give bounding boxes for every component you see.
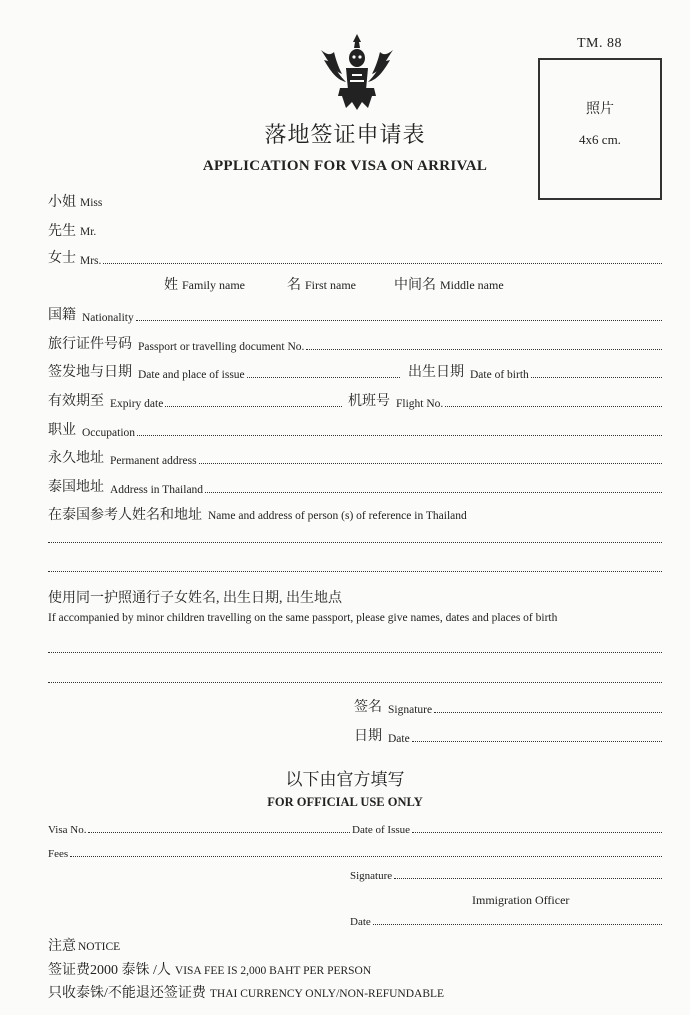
expiry-date-field[interactable]: 有效期至 Expiry date [48, 390, 342, 410]
first-name-header: 名 First name [287, 278, 356, 293]
official-use-title-english: FOR OFFICIAL USE ONLY [267, 795, 423, 809]
family-name-header: 姓 Family name [164, 278, 245, 293]
photo-label: 照片 [586, 102, 614, 117]
nationality-field[interactable]: 国籍 Nationality [48, 304, 662, 324]
applicant-signature-field[interactable]: 签名 Signature [354, 696, 662, 716]
reference-person-label: 在泰国参考人姓名和地址 Name and address of person (s) of reference in Thailand [48, 508, 467, 523]
title-mrs-field[interactable]: 女士 Mrs. [48, 247, 662, 267]
children-line-2[interactable] [48, 682, 662, 683]
immigration-officer-label: Immigration Officer [472, 893, 570, 907]
address-in-thailand-field[interactable]: 泰国地址 Address in Thailand [48, 476, 662, 496]
notice-currency: 只收泰铢/不能退还签证费 THAI CURRENCY ONLY/NON-REFUNDABLE [48, 986, 445, 1001]
occupation-field[interactable]: 职业 Occupation [48, 419, 662, 439]
issue-date-place-field[interactable]: 签发地与日期 Date and place of issue [48, 361, 400, 381]
officer-date-field[interactable]: Date [350, 916, 662, 928]
children-label-chinese: 使用同一护照通行子女姓名, 出生日期, 出生地点 [48, 591, 342, 606]
date-of-issue-field[interactable]: Date of Issue [352, 824, 662, 836]
date-of-birth-field[interactable]: 出生日期 Date of birth [408, 361, 662, 381]
notice-visa-fee: 签证费2000 泰铢 /人 VISA FEE IS 2,000 BAHT PER PERSON [48, 963, 372, 978]
title-mr[interactable]: 先生 Mr. [48, 224, 97, 239]
middle-name-header: 中间名 Middle name [394, 278, 504, 293]
visa-number-field[interactable]: Visa No. [48, 824, 350, 836]
children-line-1[interactable] [48, 652, 662, 653]
reference-line-2[interactable] [48, 571, 662, 572]
permanent-address-field[interactable]: 永久地址 Permanent address [48, 447, 662, 467]
title-miss[interactable]: 小姐 Miss [48, 195, 103, 210]
name-input-line[interactable] [103, 263, 662, 264]
reference-line-1[interactable] [48, 542, 662, 543]
photo-size: 4x6 cm. [579, 132, 621, 147]
form-title-chinese: 落地签证申请表 [264, 122, 426, 147]
notice-title: 注意 NOTICE [48, 939, 121, 954]
passport-number-field[interactable]: 旅行证件号码 Passport or travelling document No. [48, 333, 662, 353]
garuda-emblem-icon [316, 30, 398, 112]
form-code: TM. 88 [577, 36, 622, 51]
form-title-english: APPLICATION FOR VISA ON ARRIVAL [202, 158, 488, 174]
children-label-english: If accompanied by minor children travelling on the same passport, please give names, dates and places of birth [48, 612, 558, 624]
officer-signature-field[interactable]: Signature [350, 870, 662, 882]
flight-number-field[interactable]: 机班号 Flight No. [348, 390, 662, 410]
applicant-date-field[interactable]: 日期 Date [354, 725, 662, 745]
fees-field[interactable]: Fees [48, 848, 662, 860]
photo-box [538, 58, 662, 200]
official-use-title-chinese: 以下由官方填写 [285, 770, 405, 789]
